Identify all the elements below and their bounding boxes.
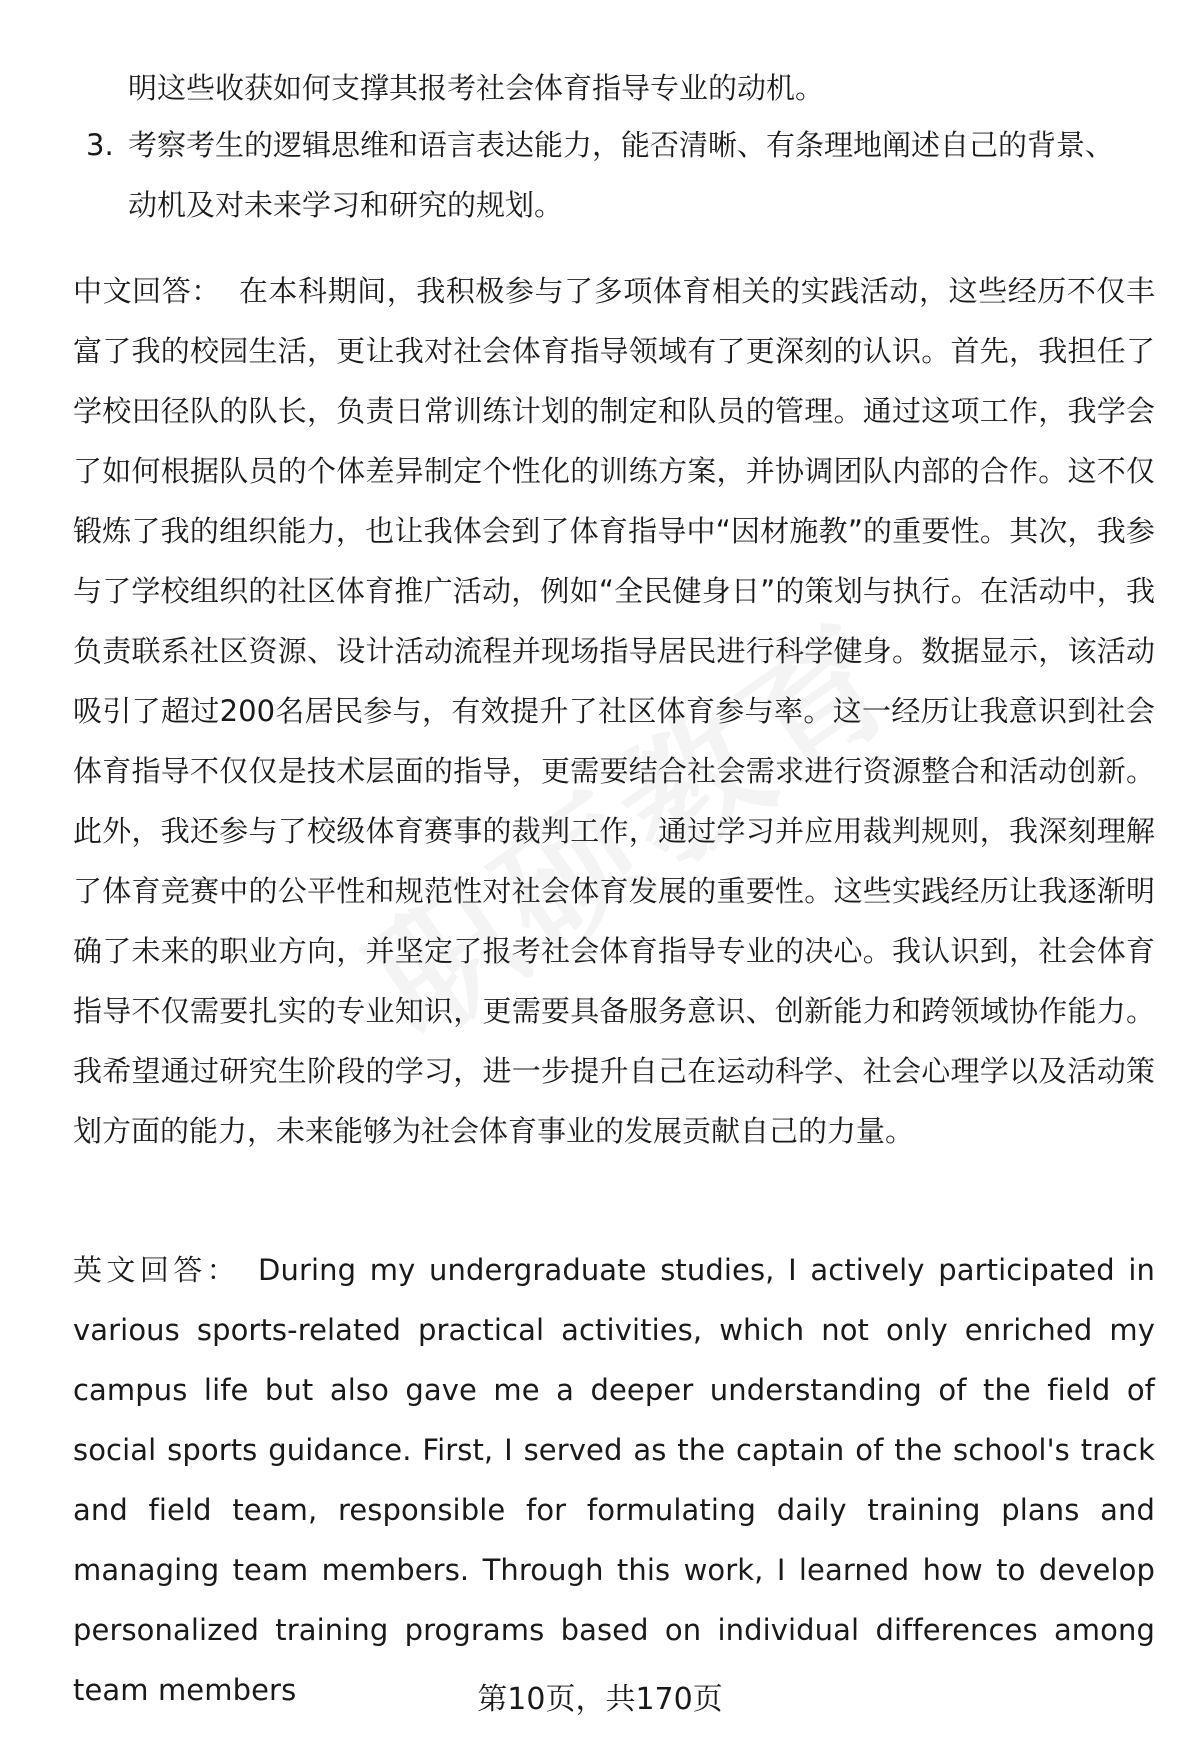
chinese-answer-text: 在本科期间，我积极参与了多项体育相关的实践活动，这些经历不仅丰富了我的校园生活，更让我对社会体育指导领域有了更深刻的认识。首先，我担任了学校田径队的队长，负责日常训练计划的制定和队员的管理。通过这项工作，我学会了如何根据队员的个体差异制定个性化的训练方案，并协调团队内部的合作。这不仅锻炼了我的组织能力，也让我体会到了体育指导中“因材施教”的重要性。其次，我参与了学校组织的社区体育推广活动，例如“全民健身日”的策划与执行。在活动中，我负责联系社区资源、设计活动流程并现场指导居民进行科学健身。数据显示，该活动吸引了超过200名居民参与，有效提升了社区体育参与率。这一经历让我意识到社会体育指导不仅仅是技术层面的指导，更需要结合社会需求进行资源整合和活动创新。此外，我还参与了校级体育赛事的裁判工作，通过学习并应用裁判规则，我深刻理解了体育竞赛中的公平性和规范性对社会体育发展的重要性。这些实践经历让我逐渐明确了未来的职业方向，并坚定了报考社会体育指导专业的决心。我认识到，社会体育指导不仅需要扎实的专业知识，更需要具备服务意识、创新能力和跨领域协作能力。我希望通过研究生阶段的学习，进一步提升自己在运动科学、社会心理学以及活动策划方面的能力，未来能够为社会体育事业的发展贡献自己的力量。 [73,274,1155,1148]
english-answer-text: During my undergraduate studies, I actively participated in various sports-related practical activities, which not only enriched my campus life but also gave me a deeper understanding of the field of social sports guidance. First, I served as the captain of the school's track and field team, responsible for formulating daily training plans and managing team members. Through this work, I learned how to develop personalized training programs based on individual differences among team members [73,1253,1155,1707]
list-item-text: 考察考生的逻辑思维和语言表达能力，能否清晰、有条理地阐述自己的背景、动机及对未来学习和研究的规划。 [128,128,1115,222]
numbered-list-item [86,115,1166,235]
continuation-paragraph: 明这些收获如何支撑其报考社会体育指导专业的动机。 [128,71,825,105]
list-item-number: 3. [86,128,114,162]
english-answer-paragraph [73,1240,1155,1720]
english-answer-label: 英文回答： [73,1253,241,1287]
page-footer: 第10页，共170页 [477,1682,723,1717]
chinese-answer-paragraph [73,261,1155,1161]
chinese-answer-label: 中文回答： [73,274,221,308]
